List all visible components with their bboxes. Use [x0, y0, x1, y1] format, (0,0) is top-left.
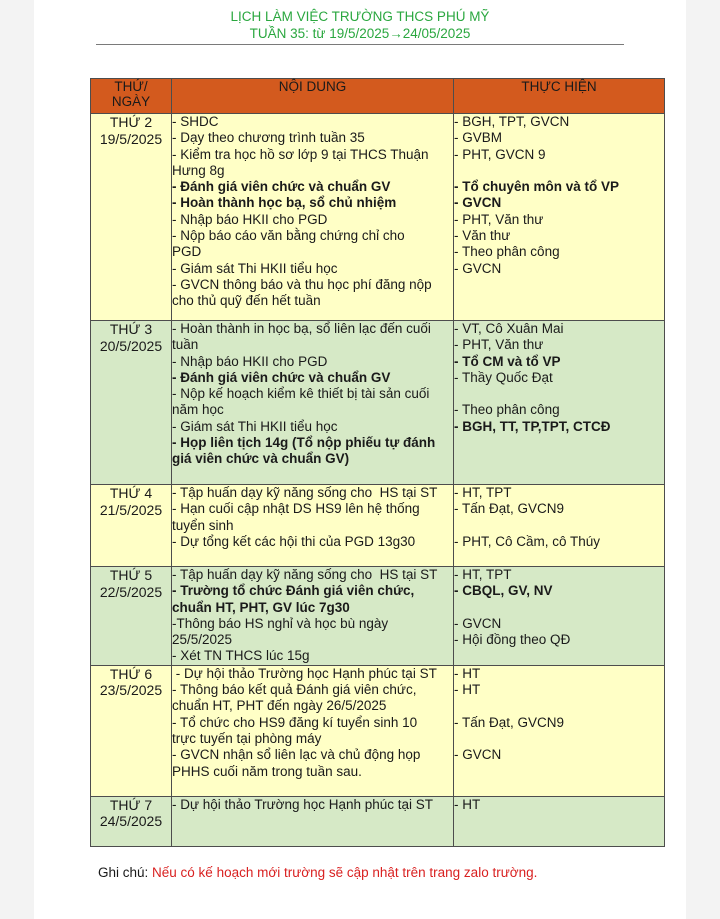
row-exec-cell [454, 114, 665, 321]
content-line: - SHDC [172, 114, 219, 129]
content-line: tuần [172, 337, 199, 353]
exec-line: - GVCN [454, 260, 502, 276]
content-line: chuẩn HT, PHT, GV lúc 7g30 [172, 599, 350, 615]
exec-line: - HT [454, 665, 481, 681]
exec-line [454, 163, 664, 179]
exec-line: - Tấn Đạt, GVCN9 [454, 714, 565, 730]
content-line: - Giám sát Thi HKII tiểu học [172, 418, 338, 434]
row-content-cell [172, 796, 454, 846]
content-line: - Kiểm tra học hồ sơ lớp 9 tại THCS Thuận [172, 146, 429, 162]
content-line: - Giám sát Thi HKII tiểu học [172, 260, 338, 276]
exec-line: - PHT, GVCN 9 [454, 146, 546, 162]
row-day-cell [91, 114, 172, 321]
content-line: - Trường tổ chức Đánh giá viên chức, [172, 583, 415, 599]
exec-line [454, 600, 664, 616]
row-weekday: THỨ 6 [109, 665, 153, 682]
header-divider [96, 44, 624, 45]
exec-line [454, 518, 664, 534]
exec-line: - PHT, Văn thư [454, 211, 544, 227]
exec-line: - VT, Cô Xuân Mai [454, 321, 564, 336]
row-weekday: THỨ 4 [109, 485, 153, 501]
document-header [96, 8, 624, 42]
content-line: PGD [172, 244, 202, 260]
content-line: - Thông báo kết quả Đánh giá viên chức, [172, 682, 417, 698]
table-row [91, 796, 665, 846]
row-day-cell [91, 796, 172, 846]
content-line: chuẩn HT, PHT đến ngày 26/5/2025 [172, 698, 387, 714]
row-weekday: THỨ 2 [109, 114, 153, 130]
table-row [91, 321, 665, 485]
exec-line: - Tổ chuyên môn và tổ VP [454, 179, 620, 195]
content-line: - Nộp báo cáo văn bằng chứng chỉ cho [172, 228, 405, 244]
exec-line [454, 386, 664, 402]
exec-line: - Văn thư [454, 228, 511, 244]
content-line: - Nhập báo HKII cho PGD [172, 353, 328, 369]
exec-line: - GVCN [454, 195, 502, 211]
header-day-line2: NGÀY [111, 94, 151, 109]
content-line: - Tổ chức cho HS9 đăng kí tuyển sinh 10 [172, 714, 418, 730]
footnote-label: Ghi chú: [98, 865, 153, 880]
exec-line: - Thầy Quốc Đạt [454, 369, 553, 385]
content-line: - Hoàn thành học bạ, sổ chủ nhiệm [172, 195, 397, 211]
content-line: - Tập huấn dạy kỹ năng sống cho HS tại ST [172, 485, 438, 500]
header-exec: THỰC HIỆN [454, 79, 665, 114]
row-date: 20/5/2025 [99, 337, 163, 354]
content-line: - Hoàn thành in học bạ, sổ liên lạc đến cuối [172, 321, 431, 336]
row-exec-cell [454, 567, 665, 666]
row-day-cell [91, 567, 172, 666]
exec-line: - GVBM [454, 130, 503, 146]
content-line: 25/5/2025 [172, 632, 233, 648]
exec-line: - HT, TPT [454, 485, 512, 500]
content-line: Hưng 8g [172, 162, 225, 178]
content-line: -Thông báo HS nghỉ và học bù ngày [172, 615, 389, 631]
row-date: 21/5/2025 [99, 501, 163, 518]
content-line: trực tuyến tại phòng máy [172, 730, 322, 746]
exec-line: - CBQL, GV, NV [454, 583, 553, 599]
content-line: - Đánh giá viên chức và chuẩn GV [172, 179, 391, 195]
document-title: LỊCH LÀM VIỆC TRƯỜNG THCS PHÚ MỸ [230, 9, 490, 24]
content-line: - Dự tổng kết các hội thi của PGD 13g30 [172, 533, 416, 549]
exec-line: - GVCN [454, 747, 502, 763]
content-line: - GVCN thông báo và thu học phí đăng nộp [172, 276, 432, 292]
table-row [91, 114, 665, 321]
exec-line: - Theo phân công [454, 244, 560, 260]
content-line: tuyển sinh [172, 517, 234, 533]
content-line: - Xét TN THCS lúc 15g [172, 648, 310, 664]
exec-line [454, 731, 664, 747]
row-content-cell [172, 321, 454, 485]
exec-line: - HT, TPT [454, 567, 512, 582]
exec-line: - BGH, TPT, GVCN [454, 114, 570, 129]
content-line: - Đánh giá viên chức và chuẩn GV [172, 369, 391, 385]
exec-line: - Theo phân công [454, 402, 560, 418]
exec-line: - Hội đồng theo QĐ [454, 632, 571, 648]
schedule-table [90, 78, 665, 847]
exec-line: - Tổ CM và tổ VP [454, 353, 561, 369]
table-row [91, 567, 665, 666]
content-line: - Hạn cuối cập nhật DS HS9 lên hệ thống [172, 501, 420, 517]
exec-line: - GVCN [454, 615, 502, 631]
row-weekday: THỨ 5 [109, 567, 153, 583]
row-exec-cell [454, 796, 665, 846]
row-content-cell [172, 114, 454, 321]
table-header [91, 79, 665, 114]
row-day-cell [91, 665, 172, 796]
exec-line: - HT [454, 682, 481, 698]
row-date: 22/5/2025 [99, 583, 163, 600]
content-line: - Tập huấn dạy kỹ năng sống cho HS tại ST [172, 567, 438, 582]
footnote [98, 865, 537, 880]
content-line: - Dự hội thảo Trường học Hạnh phúc tại ST [172, 796, 434, 812]
row-exec-cell [454, 665, 665, 796]
content-line: - Nộp kế hoạch kiểm kê thiết bị tài sản cuối [172, 386, 430, 402]
content-line: - GVCN nhận sổ liên lạc và chủ động họp [172, 747, 421, 763]
content-line: - Họp liên tịch 14g (Tổ nộp phiếu tự đánh [172, 435, 436, 451]
exec-line: - PHT, Văn thư [454, 337, 544, 353]
row-weekday: THỨ 3 [109, 321, 153, 337]
content-line: PHHS cuối năm trong tuần sau. [172, 763, 362, 779]
exec-line [454, 698, 664, 714]
row-date: 24/5/2025 [99, 813, 163, 830]
header-content: NỘI DUNG [172, 79, 454, 114]
exec-line: - BGH, TT, TP,TPT, CTCĐ [454, 418, 611, 434]
header-day [91, 79, 172, 114]
row-date: 23/5/2025 [99, 682, 163, 699]
row-date: 19/5/2025 [99, 130, 163, 147]
table-row [91, 485, 665, 567]
exec-line: - HT [454, 796, 481, 812]
exec-line: - Tấn Đạt, GVCN9 [454, 501, 565, 517]
row-day-cell [91, 485, 172, 567]
header-day-line1: THỨ/ [114, 79, 148, 94]
content-line: - Nhập báo HKII cho PGD [172, 211, 328, 227]
exec-line: - PHT, Cô Cầm, cô Thúy [454, 533, 601, 549]
row-exec-cell [454, 321, 665, 485]
footnote-text: Nếu có kế hoạch mới trường sẽ cập nhật trên trang zalo trường. [152, 865, 538, 880]
row-day-cell [91, 321, 172, 485]
row-content-cell [172, 567, 454, 666]
table-row [91, 665, 665, 796]
table-body [91, 114, 665, 847]
content-line: giá viên chức và chuẩn GV) [172, 451, 350, 467]
content-line: - Dự hội thảo Trường học Hạnh phúc tại ST [172, 665, 437, 681]
document-subtitle: TUẦN 35: từ 19/5/2025→24/05/2025 [249, 26, 471, 41]
content-line: năm học [172, 402, 224, 418]
content-line: cho thủ quỹ đến hết tuần [172, 293, 321, 309]
content-line: - Dạy theo chương trình tuần 35 [172, 130, 365, 146]
row-weekday: THỨ 7 [109, 796, 153, 813]
row-content-cell [172, 485, 454, 567]
row-content-cell [172, 665, 454, 796]
row-exec-cell [454, 485, 665, 567]
